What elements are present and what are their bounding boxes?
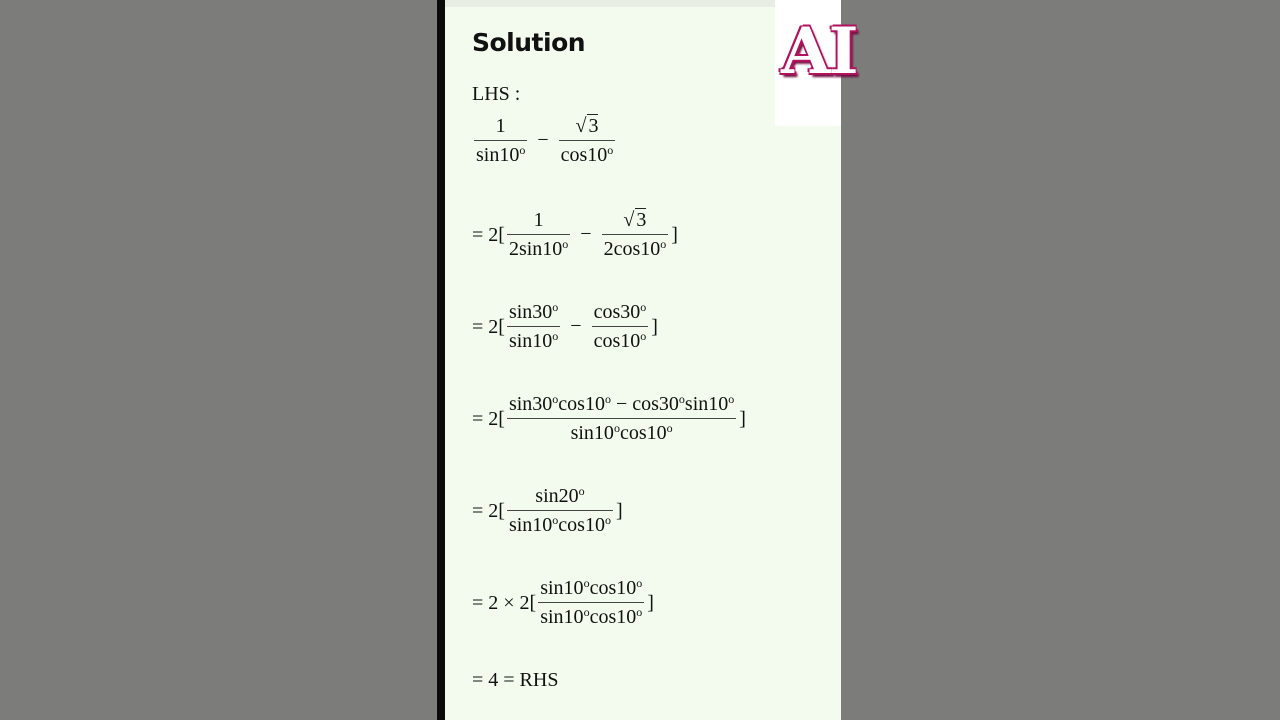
sqrt-icon: √ [575, 115, 587, 137]
denominator: sin10$^o$cos10$^o$ [538, 602, 644, 629]
final-result [472, 668, 558, 692]
suffix: ] [615, 499, 623, 522]
denominator: sin10$^o$cos10$^o$ [507, 418, 736, 445]
prefix: = 2[ [472, 407, 505, 430]
channel-logo [775, 0, 857, 126]
lhs-text: LHS : [472, 83, 521, 105]
prefix: = 2[ [472, 223, 505, 246]
suffix: ] [647, 591, 654, 614]
suffix: ] [651, 315, 658, 338]
minus-operator: − [580, 223, 592, 245]
denominator: 2sin10$^o$ [507, 234, 570, 261]
fraction [474, 114, 527, 167]
numerator: cos30$^o$ [593, 300, 647, 323]
numerator: sin20$^o$ [535, 484, 585, 507]
numerator: $\sin 30^o\cos 10^o - \cos 30^o\sin 10^o$ [508, 392, 735, 415]
fraction [507, 208, 570, 261]
prefix: = 2 × 2[ [472, 591, 537, 614]
solution-heading: Solution [472, 28, 586, 57]
fraction [559, 114, 616, 167]
numerator: sin30$^o$ [508, 300, 559, 323]
fraction [602, 208, 669, 261]
suffix: ] [671, 223, 678, 246]
denominator: sin10$^o$cos10$^o$ [507, 510, 613, 537]
sqrt-icon: √ [623, 209, 635, 231]
denominator: cos10$^o$ [592, 326, 649, 353]
fraction [507, 300, 560, 353]
fraction [507, 392, 736, 445]
fraction [507, 484, 613, 537]
numerator: √ 3 [623, 209, 647, 231]
fraction [538, 576, 644, 629]
step-1 [472, 114, 617, 167]
step-3 [472, 300, 659, 353]
denominator: cos10$^o$ [559, 140, 616, 167]
numerator: √ 3 [575, 115, 599, 137]
lhs-label [472, 82, 520, 106]
numerator: sin10$^o$cos10$^o$ [540, 576, 643, 599]
minus-operator: − [570, 315, 582, 337]
prefix: = 2[ [472, 499, 505, 522]
step-4 [472, 392, 747, 445]
minus-operator: − [537, 129, 549, 151]
left-frame-border [437, 0, 445, 720]
prefix: = 2[ [472, 315, 505, 338]
numerator: 1 [495, 115, 506, 137]
solution-sheet [445, 0, 857, 720]
denominator: 2cos10$^o$ [602, 234, 669, 261]
logo-lettering: AI [781, 14, 857, 89]
denominator: sin10$^o$ [507, 326, 560, 353]
step-5 [472, 484, 624, 537]
result-text: = 4 = RHS [472, 669, 559, 691]
step-6 [472, 576, 655, 629]
top-strip [445, 0, 775, 7]
suffix: ] [739, 407, 746, 430]
numerator: 1 [533, 209, 544, 231]
fraction [592, 300, 649, 353]
step-2 [472, 208, 679, 261]
denominator: sin10$^o$ [474, 140, 527, 167]
